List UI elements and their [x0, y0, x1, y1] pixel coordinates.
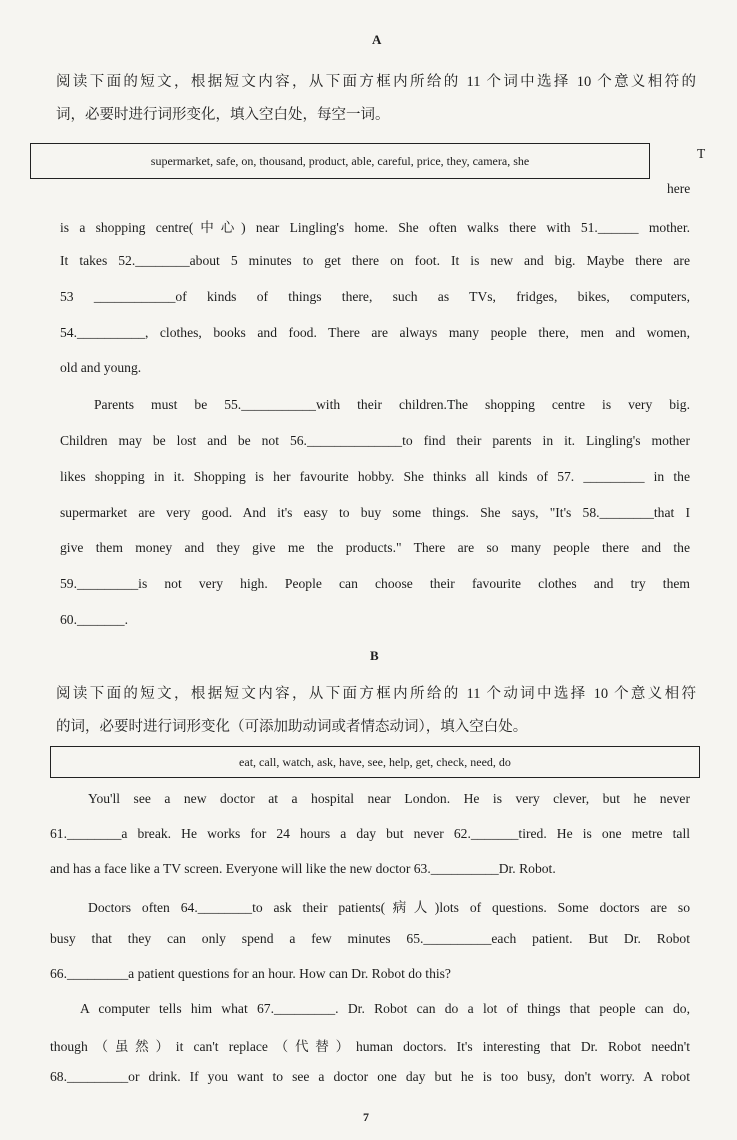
passage-b-line: You'll see a new doctor at a hospital near London. He is very clever, but he never	[88, 791, 690, 806]
passage-a-line: Parents must be 55.___________with their children.The shopping centre is very big.	[94, 397, 690, 412]
section-a-instruction-2: 词，必要时进行词形变化，填入空白处，每空一词。	[56, 107, 390, 123]
passage-b-line: A computer tells him what 67._________. Dr. Robot can do a lot of things that people can do,	[80, 1001, 690, 1016]
passage-a-line: give them money and they give me the products." There are so many people there and the	[60, 540, 690, 555]
section-b-word-list: eat, call, watch, ask, have, see, help, get, check, need, do	[239, 754, 511, 769]
passage-b-line: busy that they can only spend a few minutes 65.__________each patient. But Dr. Robot	[50, 931, 690, 946]
passage-a-line: 60._______.	[60, 612, 128, 627]
passage-a-line: 59._________is not very high. People can choose their favourite clothes and try them	[60, 576, 690, 591]
dropcap-t: T	[697, 146, 706, 161]
section-b-instruction-2: 的词，必要时进行词形变化（可添加助动词或者情态动词），填入空白处。	[56, 719, 528, 735]
passage-a-line: 53 ____________of kinds of things there, such as TVs, fridges, bikes, computers,	[60, 289, 690, 304]
passage-b-line: and has a face like a TV screen. Everyone will like the new doctor 63.__________Dr. Robot.	[50, 861, 556, 876]
passage-b-line: though（虽然）it can't replace（代替）human doctors. It's interesting that Dr. Robot needn't	[50, 1039, 690, 1054]
passage-a-line: likes shopping in it. Shopping is her favourite hobby. She thinks all kinds of 57. _________ in the	[60, 469, 690, 484]
passage-a-line: Children may be lost and be not 56.______________to find their parents in it. Lingling's mother	[60, 433, 690, 448]
passage-a-line: is a shopping centre(中心) near Lingling's home. She often walks there with 51.______ mother.	[60, 220, 690, 235]
passage-b-line: 68._________or drink. If you want to see a doctor one day but he is too busy, don't worry. A robot	[50, 1069, 690, 1084]
section-b-label: B	[370, 648, 379, 663]
section-a-instruction-1: 阅读下面的短文，根据短文内容，从下面方框内所给的 11 个词中选择 10 个意义相符的	[56, 74, 696, 90]
section-a-word-list: supermarket, safe, on, thousand, product, able, careful, price, they, camera, she	[150, 153, 530, 168]
passage-a-line: supermarket are very good. And it's easy to buy some things. She says, "It's 58.________that I	[60, 505, 690, 520]
passage-a-line: It takes 52.________about 5 minutes to get there on foot. It is new and big. Maybe there are	[60, 253, 690, 268]
passage-b-line: 66._________a patient questions for an hour. How can Dr. Robot do this?	[50, 966, 451, 981]
continued-word-here: here	[667, 181, 691, 196]
passage-a-line: old and young.	[60, 360, 142, 375]
page-number: 7	[363, 1110, 369, 1124]
passage-a-line: 54.__________, clothes, books and food. There are always many people there, men and women,	[60, 325, 690, 340]
section-a-label: A	[372, 32, 382, 47]
passage-b-line: 61.________a break. He works for 24 hours a day but never 62._______tired. He is one metre tall	[50, 826, 690, 841]
section-a-word-box	[30, 143, 650, 179]
passage-b-line: Doctors often 64.________to ask their patients(病人)lots of questions. Some doctors are so	[88, 900, 690, 915]
section-b-instruction-1: 阅读下面的短文，根据短文内容，从下面方框内所给的 11 个动词中选择 10 个意义相符	[56, 686, 696, 702]
section-b-word-box	[50, 746, 700, 778]
